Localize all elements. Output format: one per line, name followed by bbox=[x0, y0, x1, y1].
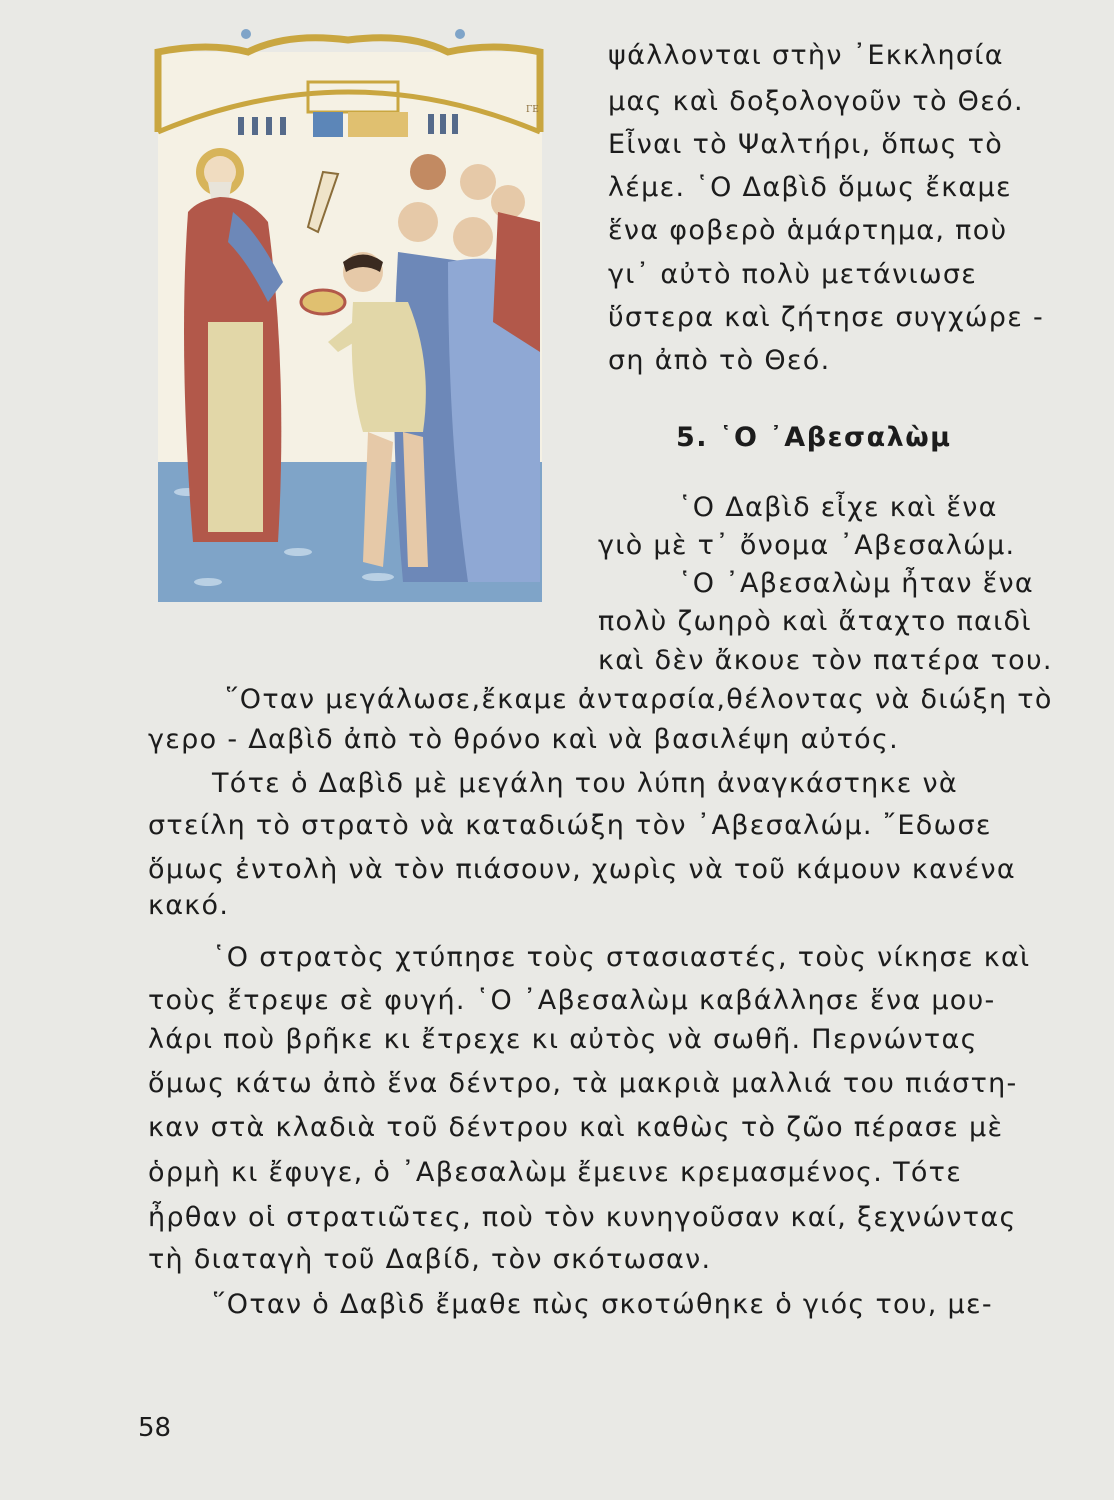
intro-line: γιὸ μὲ τ᾿ ὄνομα ᾿Αβεσαλώμ. bbox=[598, 530, 1016, 561]
body-line: ῾Ο στρατὸς χτύπησε τοὺς στασιαστές, τοὺς νίκησε καὶ bbox=[212, 942, 1031, 973]
body-line: ῞Οταν ὁ Δαβὶδ ἔμαθε πὼς σκοτώθηκε ὁ γιός του, με- bbox=[212, 1289, 993, 1320]
column-line: λέμε. ῾Ο Δαβὶδ ὅμως ἔκαμε bbox=[608, 172, 1012, 203]
column-line: ση ἀπὸ τὸ Θεό. bbox=[608, 345, 831, 376]
corner-mark: ΓΕ bbox=[526, 105, 539, 115]
miniature-painting bbox=[148, 22, 550, 602]
intro-line: καὶ δὲν ἄκουε τὸν πατέρα του. bbox=[598, 645, 1053, 676]
body-line: ὅμως ἐντολὴ νὰ τὸν πιάσουν, χωρὶς νὰ τοῦ κάμουν κανένα bbox=[148, 854, 1016, 885]
body-line: ῞Οταν μεγάλωσε,ἔκαμε ἀνταρσία,θέλοντας νὰ διώξη τὸ bbox=[225, 684, 1053, 715]
column-line: ἕνα φοβερὸ ἁμάρτημα, ποὺ bbox=[608, 215, 1008, 246]
body-line: καν στὰ κλαδιὰ τοῦ δέντρου καὶ καθὼς τὸ ζῶο πέρασε μὲ bbox=[148, 1112, 1004, 1143]
crown bbox=[301, 290, 345, 314]
column-line: ψάλλονται στὴν ᾿Εκκλησία bbox=[608, 40, 1004, 71]
body-line: Τότε ὁ Δαβὶδ μὲ μεγάλη του λύπη ἀναγκάστηκε νὰ bbox=[212, 768, 959, 799]
body-line: ἦρθαν οἱ στρατιῶτες, ποὺ τὸν κυνηγοῦσαν καί, ξεχνώντας bbox=[148, 1202, 1017, 1233]
page-number: 58 bbox=[138, 1413, 172, 1443]
column-line: γι᾿ αὐτὸ πολὺ μετάνιωσε bbox=[608, 259, 978, 290]
body-line: γερο - Δαβὶδ ἀπὸ τὸ θρόνο καὶ νὰ βασιλέψη αὐτός. bbox=[148, 724, 900, 755]
anointing-illustration bbox=[148, 22, 550, 602]
body-line: λάρι ποὺ βρῆκε κι ἔτρεχε κι αὐτὸς νὰ σωθῆ. Περνώντας bbox=[148, 1024, 978, 1055]
body-line: τοὺς ἔτρεψε σὲ φυγή. ῾Ο ᾿Αβεσαλὼμ καβάλλησε ἕνα μου- bbox=[148, 985, 996, 1016]
section-heading: 5. ῾Ο ᾿Αβεσαλὼμ bbox=[676, 422, 952, 453]
body-line: ὁρμὴ κι ἔφυγε, ὁ ᾿Αβεσαλὼμ ἔμεινε κρεμασμένος. Τότε bbox=[148, 1157, 963, 1188]
body-line: στείλη τὸ στρατὸ νὰ καταδιώξη τὸν ᾿Αβεσαλώμ. ῎Εδωσε bbox=[148, 810, 992, 841]
intro-line: πολὺ ζωηρὸ καὶ ἄταχτο παιδὶ bbox=[598, 606, 1032, 637]
intro-line: ῾Ο Δαβὶδ εἶχε καὶ ἕνα bbox=[678, 492, 998, 523]
body-line: κακό. bbox=[148, 890, 230, 921]
column-line: Εἶναι τὸ Ψαλτήρι, ὅπως τὸ bbox=[608, 129, 1004, 160]
column-line: μας καὶ δοξολογοῦν τὸ Θεό. bbox=[608, 86, 1024, 117]
intro-line: ῾Ο ᾿Αβεσαλὼμ ἦταν ἕνα bbox=[678, 568, 1034, 599]
column-line: ὕστερα καὶ ζήτησε συγχώρε - bbox=[608, 302, 1045, 333]
body-line: τὴ διαταγὴ τοῦ Δαβίδ, τὸν σκότωσαν. bbox=[148, 1244, 712, 1275]
body-line: ὅμως κάτω ἀπὸ ἕνα δέντρο, τὰ μακριὰ μαλλιά του πιάστη- bbox=[148, 1068, 1018, 1099]
